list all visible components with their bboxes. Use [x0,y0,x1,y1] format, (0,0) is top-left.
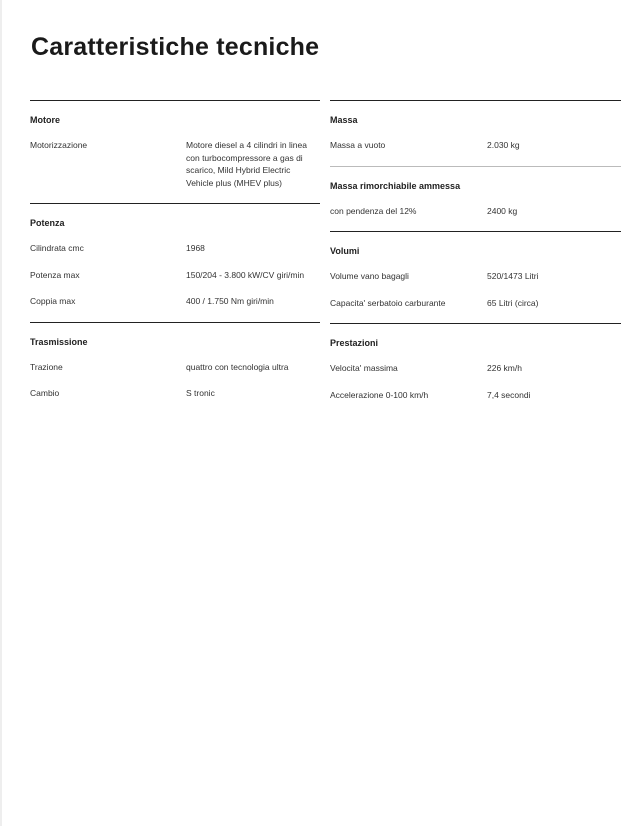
spec-value: 226 km/h [487,363,522,373]
spec-row-cambio [30,387,320,400]
spec-label: Motorizzazione [30,140,88,150]
spec-label: Massa a vuoto [330,140,386,150]
section-massa [330,100,621,152]
section-title-potenza: Potenza [30,218,65,228]
spec-value: 150/204 - 3.800 kW/CV giri/min [186,269,305,280]
spec-row-trazione [30,361,320,374]
spec-value: 400 / 1.750 Nm giri/min [186,296,274,306]
spec-row-potenza-max [30,269,320,282]
spec-value: 2400 kg [487,205,518,216]
spec-row-accelerazione [330,389,621,402]
spec-label: Trazione [30,361,63,372]
section-prestazioni [330,323,621,401]
spec-label: Capacita' serbatoio carburante [330,297,446,308]
spec-row-volume-bagagli [330,270,621,283]
section-title-prestazioni: Prestazioni [330,338,379,348]
spec-value: Motore diesel a 4 cilindri in linea con turbocompressore a gas di scarico, Mild Hybrid Electric Vehicle plus (MHEV plus) [186,140,307,188]
spec-value: 2.030 kg [487,140,520,150]
section-trasmissione [30,322,320,400]
spec-value: S tronic [186,388,215,398]
spec-value: 65 Litri (circa) [487,297,539,308]
spec-row-coppia-max [30,295,320,308]
spec-value: 7,4 secondi [487,389,531,400]
section-title-trasmissione: Trasmissione [30,336,88,347]
section-title-massa: Massa [330,115,358,125]
specs-right-column [330,100,621,415]
spec-label: Cambio [30,388,60,398]
section-title-volumi: Volumi [330,246,360,256]
section-motore [30,100,320,189]
spec-value: 520/1473 Litri [487,271,539,281]
spec-label: Cilindrata cmc [30,243,84,253]
spec-label: Potenza max [30,269,80,280]
section-title-massa-rimorchiabile: Massa rimorchiabile ammessa [330,180,461,191]
spec-label: Volume vano bagagli [330,271,409,281]
spec-row-pendenza [330,205,621,218]
spec-row-massa-a-vuoto [330,139,621,152]
spec-label: Coppia max [30,296,76,306]
page-title: Caratteristiche tecniche [31,33,320,61]
section-title-motore: Motore [30,115,60,125]
spec-label: con pendenza del 12% [330,205,417,216]
spec-row-motorizzazione [30,139,320,189]
spec-value: quattro con tecnologia ultra [186,361,289,372]
spec-label: Accelerazione 0-100 km/h [330,389,429,400]
spec-label: Velocita' massima [330,363,398,373]
spec-row-cilindrata [30,242,320,255]
page-edge [0,0,2,826]
section-potenza [30,203,320,308]
spec-row-serbatoio [330,297,621,310]
section-massa-rimorchiabile [330,166,621,218]
section-volumi [330,231,621,309]
spec-value: 1968 [186,243,205,253]
specs-left-column [30,100,320,414]
spec-row-velocita-massima [330,362,621,375]
